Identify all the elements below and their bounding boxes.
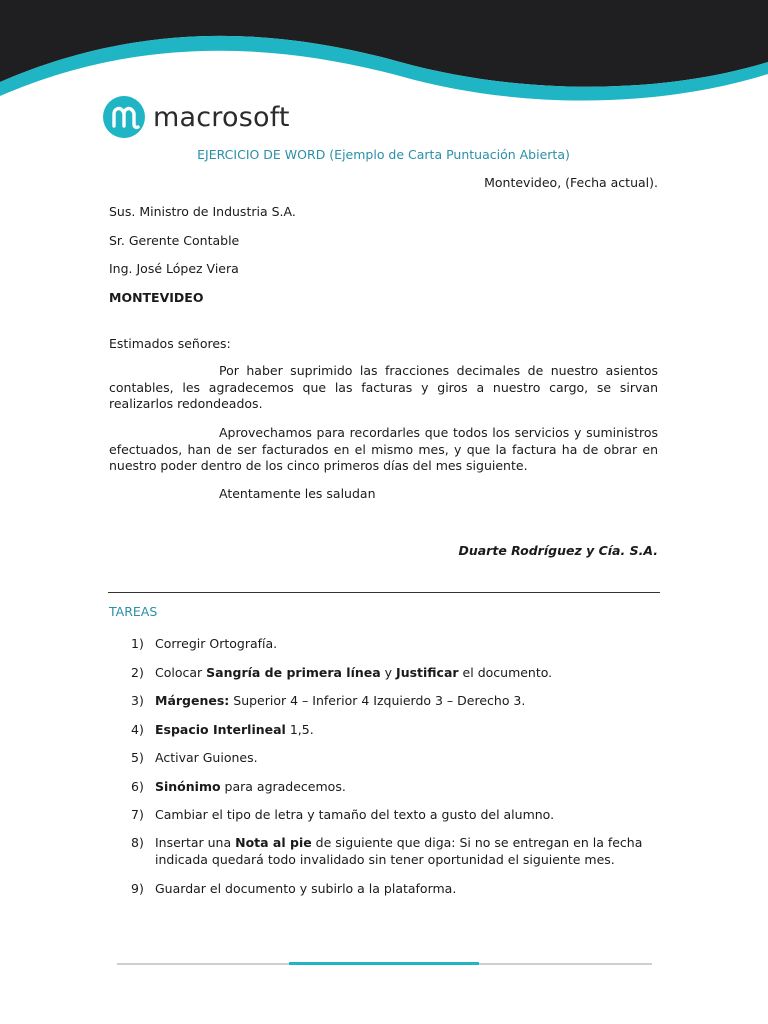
task-item [131, 664, 658, 681]
task-item [131, 806, 658, 823]
task-text-run: 1,5. [285, 722, 314, 737]
section-divider [108, 592, 660, 593]
task-item [131, 778, 658, 795]
task-number: 1) [131, 636, 144, 651]
task-text [155, 806, 658, 823]
task-text [155, 635, 658, 652]
task-text-run: Activar Guiones. [155, 750, 258, 765]
task-text-run: y [380, 665, 397, 680]
recipient-line-1: Sus. Ministro de Industria S.A. [109, 204, 296, 219]
task-emphasis: Sinónimo [155, 779, 221, 794]
task-number: 6) [131, 779, 144, 794]
letter-paragraph-1: Por haber suprimido las fracciones decimales de nuestro asientos contables, les agradecemos que las facturas y giros a nuestro cargo, se sirvan realizarlos redondeados. [109, 363, 658, 411]
task-item [131, 635, 658, 652]
task-text [155, 721, 658, 738]
macrosoft-logo [103, 96, 290, 138]
letter-paragraph-2: Aprovechamos para recordarles que todos los servicios y suministros efectuados, han de ser facturados en el mismo mes, y que la factura ha de obrar en nuestro poder dentro de los cinco primeros días del mes siguiente. [109, 425, 658, 473]
task-text-run: Corregir Ortografía. [155, 636, 278, 651]
task-text [155, 834, 658, 868]
task-text [155, 778, 658, 795]
task-text [155, 749, 658, 766]
recipient-city: MONTEVIDEO [109, 290, 204, 305]
letter-date: Montevideo, (Fecha actual). [484, 175, 658, 190]
tasks-title: TAREAS [109, 604, 158, 619]
task-number: 3) [131, 693, 144, 708]
task-emphasis: Márgenes: [155, 693, 230, 708]
task-text [155, 880, 658, 897]
letter-greeting: Estimados señores: [109, 336, 231, 351]
task-text-run: para agradecemos. [220, 779, 346, 794]
task-text [155, 664, 658, 681]
footer-accent-line [289, 962, 479, 965]
task-number: 2) [131, 665, 144, 680]
task-text [155, 692, 658, 709]
task-text-run: Superior 4 – Inferior 4 Izquierdo 3 – Derecho 3. [229, 693, 526, 708]
task-item [131, 834, 658, 868]
recipient-line-2: Sr. Gerente Contable [109, 233, 240, 248]
task-text-run: Guardar el documento y subirlo a la plataforma. [155, 881, 457, 896]
task-item [131, 880, 658, 897]
task-emphasis: Justificar [396, 665, 459, 680]
task-text-run: Insertar una [155, 835, 236, 850]
letter-closing: Atentamente les saludan [219, 486, 376, 501]
task-emphasis: Nota al pie [235, 835, 312, 850]
task-number: 7) [131, 807, 144, 822]
task-number: 9) [131, 881, 144, 896]
task-text-run: el documento. [458, 665, 553, 680]
task-number: 5) [131, 750, 144, 765]
task-emphasis: Sangría de primera línea [206, 665, 381, 680]
task-text-run: de siguiente que diga: Si no se entregan en la fecha indicada quedará todo invalidado sin tener oportunidad el siguiente mes. [155, 835, 643, 867]
recipient-line-3: Ing. José López Viera [109, 261, 239, 276]
letter-signature: Duarte Rodríguez y Cía. S.A. [458, 543, 658, 558]
task-text-run: Cambiar el tipo de letra y tamaño del texto a gusto del alumno. [155, 807, 555, 822]
task-number: 4) [131, 722, 144, 737]
task-text-run: Colocar [155, 665, 207, 680]
task-item [131, 721, 658, 738]
task-item [131, 749, 658, 766]
task-number: 8) [131, 835, 144, 850]
brand-name: macrosoft [153, 101, 290, 133]
task-item [131, 692, 658, 709]
task-emphasis: Espacio Interlineal [155, 722, 286, 737]
document-title: EJERCICIO DE WORD (Ejemplo de Carta Puntuación Abierta) [197, 147, 570, 162]
macrosoft-logo-icon [103, 96, 145, 138]
